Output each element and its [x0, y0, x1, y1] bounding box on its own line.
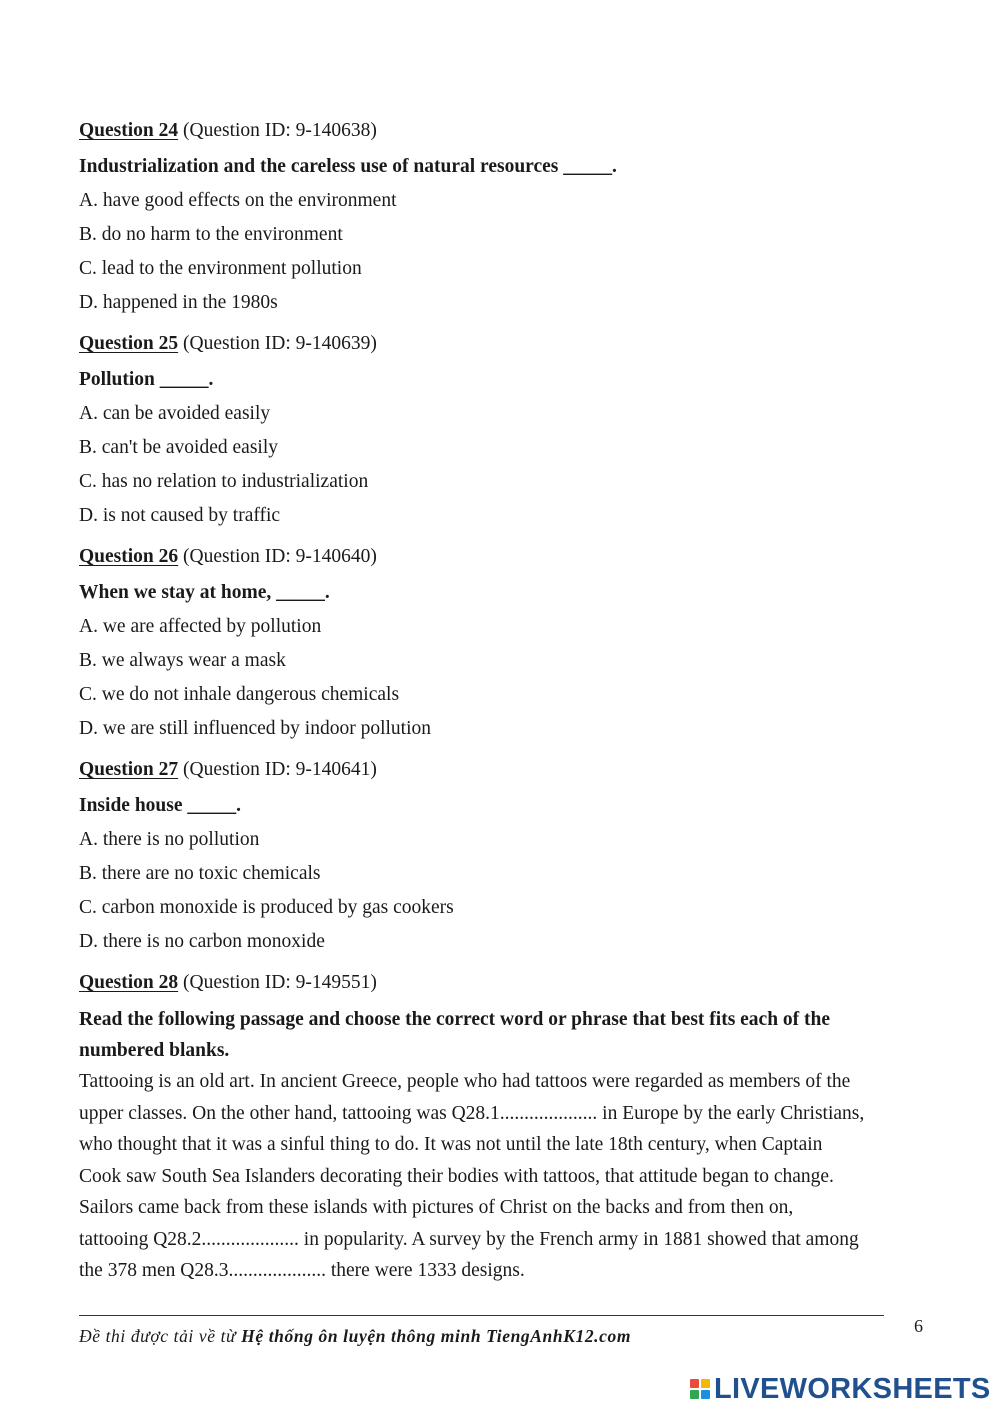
logo-square [701, 1390, 710, 1399]
answer-option-d[interactable]: D. we are still influenced by indoor pollution [79, 718, 432, 739]
liveworksheets-logo[interactable] [690, 1371, 991, 1407]
passage-line: who thought that it was a sinful thing to do. It was not until the late 18th century, when Captain [79, 1134, 823, 1155]
question-id: (Question ID: 9-140639) [183, 333, 377, 354]
question-number: Question 26 [79, 546, 179, 567]
logo-square [690, 1379, 699, 1388]
question-stem: When we stay at home, _____. [79, 582, 330, 603]
passage-line: Cook saw South Sea Islanders decorating their bodies with tattoos, that attitude began to change. [79, 1165, 834, 1187]
question-id: (Question ID: 9-140640) [183, 546, 377, 567]
answer-option-c[interactable]: C. carbon monoxide is produced by gas cookers [79, 897, 454, 918]
question-number: Question 25 [79, 333, 179, 354]
answer-option-d[interactable]: D. there is no carbon monoxide [79, 931, 325, 952]
question-stem: Pollution _____. [79, 369, 214, 390]
question-header [79, 329, 939, 359]
instruction-line: Read the following passage and choose the correct word or phrase that best fits each of the [79, 1009, 831, 1030]
question-block-24 [79, 116, 939, 320]
passage-line: tattooing Q28.2.................... in popularity. A survey by the French army in 1881 showed that among [79, 1228, 859, 1250]
answer-option-b[interactable]: B. can't be avoided easily [79, 437, 278, 458]
footer-divider [79, 1315, 884, 1316]
answer-option-d[interactable]: D. is not caused by traffic [79, 505, 281, 526]
answer-option-a[interactable]: A. can be avoided easily [79, 403, 271, 424]
passage-line: Tattooing is an old art. In ancient Greece, people who had tattoos were regarded as members of the [79, 1071, 851, 1092]
question-stem: Inside house _____. [79, 795, 241, 816]
answer-option-a[interactable]: A. have good effects on the environment [79, 190, 397, 211]
question-id: (Question ID: 9-140641) [183, 759, 377, 780]
question-id: (Question ID: 9-140638) [183, 120, 377, 141]
page-number: 6 [914, 1316, 923, 1336]
passage-line: upper classes. On the other hand, tattooing was Q28.1.................... in Europe by the early Christians, [79, 1102, 865, 1124]
question-stem: Industrialization and the careless use of natural resources _____. [79, 156, 617, 177]
answer-option-b[interactable]: B. do no harm to the environment [79, 224, 343, 245]
brand-name: LIVEWORKSHEETS [714, 1372, 991, 1405]
question-number: Question 28 [79, 972, 179, 993]
footer-prefix: Đề thi được tải về từ [79, 1326, 242, 1346]
answer-option-c[interactable]: C. has no relation to industrialization [79, 471, 369, 492]
passage-line: Sailors came back from these islands with pictures of Christ on the backs and from then on, [79, 1197, 794, 1218]
question-header [79, 116, 939, 146]
answer-option-c[interactable]: C. lead to the environment pollution [79, 258, 362, 279]
questions-content [79, 116, 939, 1296]
logo-square [701, 1379, 710, 1388]
answer-option-d[interactable]: D. happened in the 1980s [79, 292, 278, 313]
answer-option-a[interactable]: A. we are affected by pollution [79, 616, 322, 637]
question-header [79, 542, 939, 572]
answer-option-a[interactable]: A. there is no pollution [79, 829, 260, 850]
question-block-27 [79, 755, 939, 959]
footer-site: Hệ thống ôn luyện thông minh TiengAnhK12.com [241, 1326, 632, 1346]
question-header [79, 968, 939, 998]
answer-option-b[interactable]: B. there are no toxic chemicals [79, 863, 321, 884]
passage-instruction [79, 1004, 939, 1066]
question-block-28 [79, 968, 939, 1287]
question-block-25 [79, 329, 939, 533]
reading-passage [79, 1066, 939, 1287]
passage-line: the 378 men Q28.3.................... there were 1333 designs. [79, 1260, 525, 1281]
question-number: Question 27 [79, 759, 179, 780]
question-block-26 [79, 542, 939, 746]
question-number: Question 24 [79, 120, 179, 141]
logo-squares-icon [690, 1379, 710, 1399]
footer-source [79, 1326, 631, 1347]
question-id: (Question ID: 9-149551) [183, 972, 377, 993]
answer-option-b[interactable]: B. we always wear a mask [79, 650, 286, 671]
question-header [79, 755, 939, 785]
logo-square [690, 1390, 699, 1399]
answer-option-c[interactable]: C. we do not inhale dangerous chemicals [79, 684, 400, 705]
instruction-line: numbered blanks. [79, 1040, 230, 1061]
